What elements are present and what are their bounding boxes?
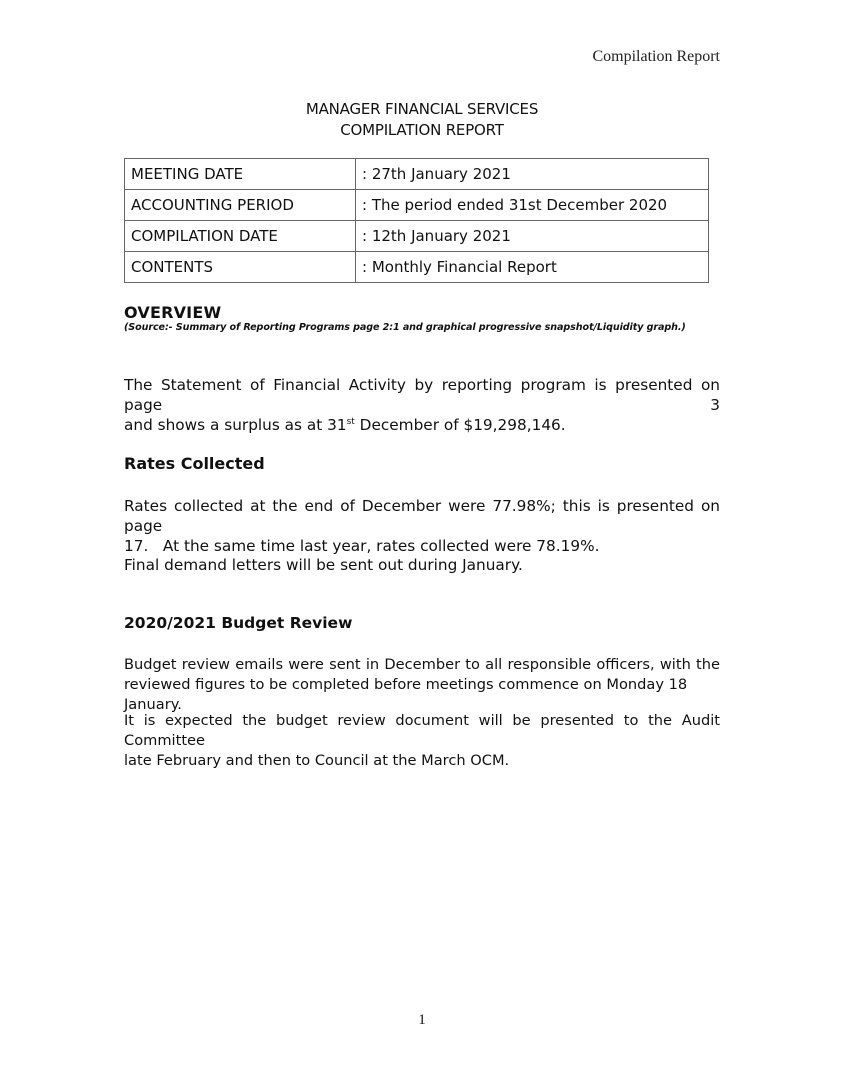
title-line-2: COMPILATION REPORT <box>340 121 504 139</box>
compilation-date-value: : 12th January 2021 <box>356 221 709 252</box>
accounting-period-label: ACCOUNTING PERIOD <box>125 190 356 221</box>
rates-collected-heading: Rates Collected <box>124 454 265 473</box>
overview-line-2-text: and shows a surplus as at 31 <box>124 416 347 434</box>
page-number: 1 <box>418 1012 426 1028</box>
compilation-date-label: COMPILATION DATE <box>125 221 356 252</box>
budget-p1-line-1: Budget review emails were sent in December to all responsible officers, with the <box>124 656 720 673</box>
budget-paragraph-1 <box>124 655 720 715</box>
overview-line-2 <box>124 415 720 435</box>
overview-heading: OVERVIEW <box>124 303 222 322</box>
meeting-date-label: MEETING DATE <box>125 159 356 190</box>
report-title <box>0 99 844 141</box>
title-line-1: MANAGER FINANCIAL SERVICES <box>305 100 539 118</box>
rates-line-1: Rates collected at the end of December were 77.98%; this is presented on page <box>124 497 720 535</box>
meeting-details-table <box>124 158 709 283</box>
overview-paragraph <box>124 375 720 435</box>
budget-review-heading: 2020/2021 Budget Review <box>124 614 353 632</box>
running-header: Compilation Report <box>592 48 720 65</box>
budget-p2-line-2: late February and then to Council at the March OCM. <box>124 752 510 769</box>
table-row <box>125 252 709 283</box>
contents-value: : Monthly Financial Report <box>356 252 709 283</box>
meeting-date-value: : 27th January 2021 <box>356 159 709 190</box>
final-demand-paragraph: Final demand letters will be sent out during January. <box>124 556 523 574</box>
accounting-period-value: : The period ended 31st December 2020 <box>356 190 709 221</box>
overview-line-2-amount: December of $19,298,146. <box>354 416 566 434</box>
table-row <box>125 159 709 190</box>
rates-line-2: 17. At the same time last year, rates collected were 78.19%. <box>124 537 600 555</box>
overview-source-note: (Source:- Summary of Reporting Programs page 2:1 and graphical progressive snapshot/Liquidity graph.) <box>124 322 686 333</box>
ordinal-suffix: st <box>346 416 355 427</box>
contents-label: CONTENTS <box>125 252 356 283</box>
overview-line-1: The Statement of Financial Activity by reporting program is presented on page 3 <box>124 376 720 414</box>
rates-paragraph <box>124 496 720 556</box>
budget-paragraph-2 <box>124 711 720 771</box>
budget-p1-line-2: reviewed figures to be completed before meetings commence on Monday 18 January. <box>124 676 688 713</box>
table-row <box>125 221 709 252</box>
table-row <box>125 190 709 221</box>
budget-p2-line-1: It is expected the budget review document will be presented to the Audit Committee <box>124 712 720 749</box>
